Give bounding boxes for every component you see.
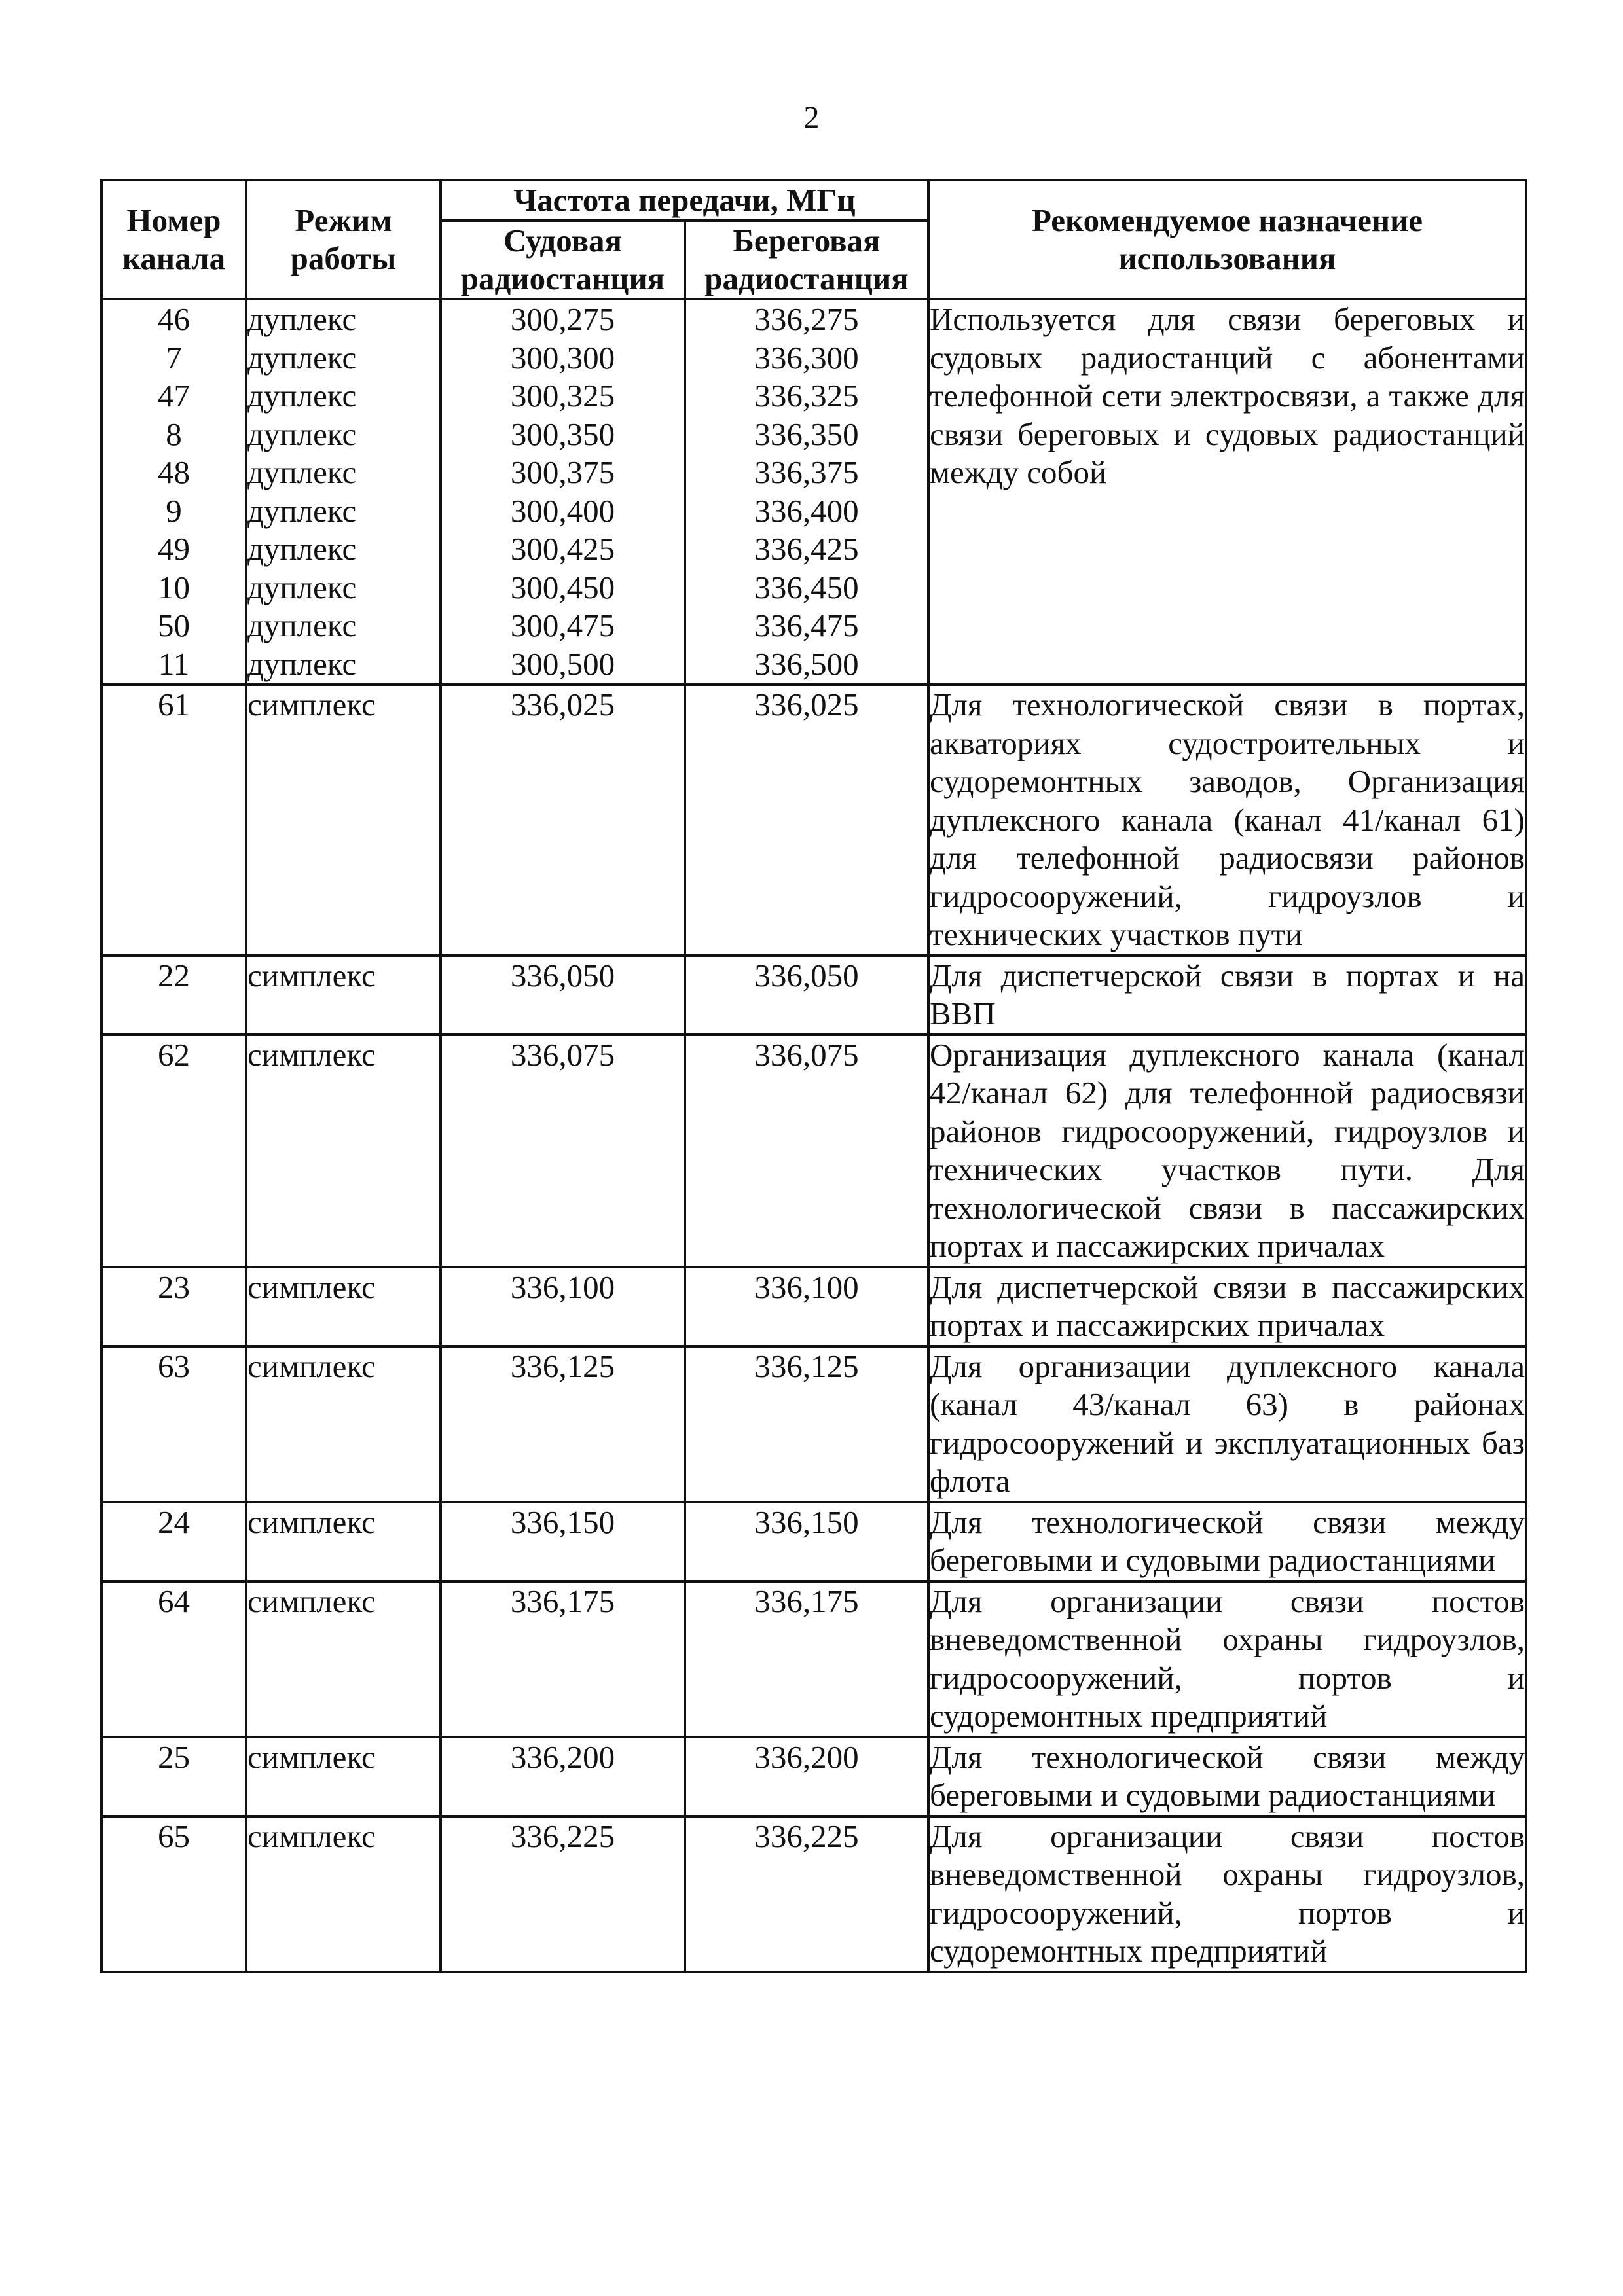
purpose-cell: Для организации дуплексного канала (канал 43/канал 63) в районах гидросооружений и эксплуатационных баз флота <box>928 1346 1526 1502</box>
shore-frequency-cell: 336,100 <box>685 1267 928 1346</box>
shore-frequency-cell-line: 336,350 <box>754 416 859 452</box>
channel-cell-line: 48 <box>158 454 190 490</box>
ship-frequency-cell: 336,175 <box>441 1581 685 1737</box>
channel-cell: 24 <box>101 1502 246 1581</box>
channel-cell: 65 <box>101 1816 246 1972</box>
header-mode: Режим работы <box>246 180 441 299</box>
mode-cell-line: дуплекс <box>247 378 357 414</box>
shore-frequency-cell: 336,075 <box>685 1035 928 1267</box>
ship-frequency-cell: 336,200 <box>441 1737 685 1816</box>
table-row <box>101 956 1526 1035</box>
ship-frequency-cell-line: 300,325 <box>510 378 615 414</box>
page-number: 2 <box>803 100 820 135</box>
mode-cell-line: дуплекс <box>247 454 357 490</box>
mode-cell-line: дуплекс <box>247 492 357 529</box>
channel-cell-line: 7 <box>166 339 182 376</box>
table-row <box>101 1581 1526 1737</box>
shore-frequency-cell-line: 336,500 <box>754 645 859 682</box>
shore-frequency-cell-line: 336,425 <box>754 531 859 567</box>
channel-cell-line: 50 <box>158 607 190 643</box>
shore-frequency-cell: 336,150 <box>685 1502 928 1581</box>
ship-frequency-cell-line: 300,450 <box>510 569 615 605</box>
channel-cell <box>101 299 246 685</box>
ship-frequency-cell-line: 300,275 <box>510 301 615 337</box>
purpose-cell: Для организации связи постов вневедомственной охраны гидроузлов, гидросооружений, портов и судоремонтных предприятий <box>928 1581 1526 1737</box>
channel-cell: 63 <box>101 1346 246 1502</box>
mode-cell: симплекс <box>246 1267 441 1346</box>
mode-cell-line: дуплекс <box>247 531 357 567</box>
shore-frequency-cell-line: 336,300 <box>754 339 859 376</box>
channel-cell: 61 <box>101 685 246 956</box>
mode-cell: симплекс <box>246 1346 441 1502</box>
shore-frequency-cell <box>685 299 928 685</box>
ship-frequency-cell: 336,075 <box>441 1035 685 1267</box>
ship-frequency-cell: 336,125 <box>441 1346 685 1502</box>
mode-cell-line: дуплекс <box>247 301 357 337</box>
shore-frequency-cell: 336,175 <box>685 1581 928 1737</box>
ship-frequency-cell-line: 300,400 <box>510 492 615 529</box>
ship-frequency-cell-line: 300,500 <box>510 645 615 682</box>
mode-cell: симплекс <box>246 1737 441 1816</box>
ship-frequency-cell-line: 300,375 <box>510 454 615 490</box>
purpose-cell: Для технологической связи в портах, акваториях судостроительных и судоремонтных заводов, Организация дуплексного канала (канал 41/канал 61) для телефонной радиосвязи районов гидросооружений, гидроузлов и технических участков пути <box>928 685 1526 956</box>
channel-cell-line: 47 <box>158 378 190 414</box>
header-shore-station: Береговая радиостанция <box>685 221 928 299</box>
ship-frequency-cell <box>441 299 685 685</box>
shore-frequency-cell-line: 336,325 <box>754 378 859 414</box>
mode-cell-line: дуплекс <box>247 416 357 452</box>
purpose-cell: Для диспетчерской связи в портах и на ВВП <box>928 956 1526 1035</box>
table-row <box>101 1816 1526 1972</box>
mode-cell-line: дуплекс <box>247 569 357 605</box>
mode-cell: симплекс <box>246 1502 441 1581</box>
mode-cell: симплекс <box>246 956 441 1035</box>
mode-cell: симплекс <box>246 1816 441 1972</box>
shore-frequency-cell-line: 336,400 <box>754 492 859 529</box>
ship-frequency-cell: 336,150 <box>441 1502 685 1581</box>
ship-frequency-cell-line: 300,475 <box>510 607 615 643</box>
channel-cell: 62 <box>101 1035 246 1267</box>
mode-cell-line: дуплекс <box>247 645 357 682</box>
shore-frequency-cell-line: 336,375 <box>754 454 859 490</box>
shore-frequency-cell-line: 336,275 <box>754 301 859 337</box>
header-purpose: Рекомендуемое назначение использования <box>928 180 1526 299</box>
table-row <box>101 1035 1526 1267</box>
shore-frequency-cell: 336,125 <box>685 1346 928 1502</box>
purpose-cell: Для диспетчерской связи в пассажирских портах и пассажирских причалах <box>928 1267 1526 1346</box>
purpose-cell: Для технологической связи между береговыми и судовыми радиостанциями <box>928 1737 1526 1816</box>
channel-cell: 64 <box>101 1581 246 1737</box>
channel-cell: 22 <box>101 956 246 1035</box>
channels-table <box>100 179 1527 1973</box>
table-row <box>101 1737 1526 1816</box>
table-row <box>101 1502 1526 1581</box>
purpose-cell: Используется для связи береговых и судовых радиостанций с абонентами телефонной сети электросвязи, а также для связи береговых и судовых радиостанций между собой <box>928 299 1526 685</box>
channel-cell: 23 <box>101 1267 246 1346</box>
mode-cell-line: дуплекс <box>247 339 357 376</box>
purpose-cell: Организация дуплексного канала (канал 42/канал 62) для телефонной радиосвязи районов гидросооружений, гидроузлов и технических участков пути. Для технологической связи в пассажирских портах и пассажирских причалах <box>928 1035 1526 1267</box>
mode-cell: симплекс <box>246 685 441 956</box>
channel-cell-line: 8 <box>166 416 182 452</box>
purpose-cell: Для организации связи постов вневедомственной охраны гидроузлов, гидросооружений, портов и судоремонтных предприятий <box>928 1816 1526 1972</box>
header-ship-station: Судовая радиостанция <box>441 221 685 299</box>
shore-frequency-cell: 336,225 <box>685 1816 928 1972</box>
channel-cell-line: 10 <box>158 569 190 605</box>
shore-frequency-cell: 336,025 <box>685 685 928 956</box>
ship-frequency-cell: 336,025 <box>441 685 685 956</box>
shore-frequency-cell-line: 336,450 <box>754 569 859 605</box>
table-row <box>101 685 1526 956</box>
header-channel: Номер канала <box>101 180 246 299</box>
ship-frequency-cell: 336,100 <box>441 1267 685 1346</box>
shore-frequency-cell-line: 336,475 <box>754 607 859 643</box>
table-row <box>101 1267 1526 1346</box>
mode-cell: симплекс <box>246 1581 441 1737</box>
ship-frequency-cell-line: 300,350 <box>510 416 615 452</box>
mode-cell <box>246 299 441 685</box>
ship-frequency-cell-line: 300,300 <box>510 339 615 376</box>
table-row <box>101 1346 1526 1502</box>
ship-frequency-cell-line: 300,425 <box>510 531 615 567</box>
channel-cell-line: 46 <box>158 301 190 337</box>
purpose-cell: Для технологической связи между береговыми и судовыми радиостанциями <box>928 1502 1526 1581</box>
header-frequency-group: Частота передачи, МГц <box>441 180 928 221</box>
channel-cell-line: 11 <box>158 645 190 682</box>
shore-frequency-cell: 336,050 <box>685 956 928 1035</box>
mode-cell-line: дуплекс <box>247 607 357 643</box>
channel-cell: 25 <box>101 1737 246 1816</box>
shore-frequency-cell: 336,200 <box>685 1737 928 1816</box>
ship-frequency-cell: 336,225 <box>441 1816 685 1972</box>
mode-cell: симплекс <box>246 1035 441 1267</box>
ship-frequency-cell: 336,050 <box>441 956 685 1035</box>
table-row <box>101 299 1526 685</box>
channel-cell-line: 9 <box>166 492 182 529</box>
channel-cell-line: 49 <box>158 531 190 567</box>
